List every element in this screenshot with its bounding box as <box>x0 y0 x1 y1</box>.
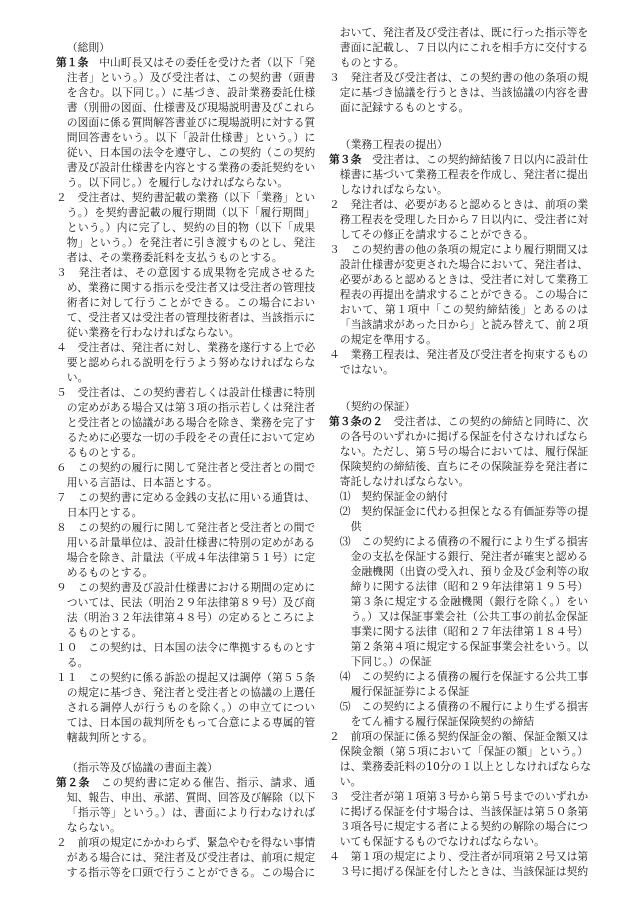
continued-clause <box>329 25 588 70</box>
text-line <box>329 242 588 257</box>
clause <box>56 640 315 670</box>
text-line <box>56 220 315 235</box>
text-line <box>56 850 315 865</box>
line-text: う。）又は保証事業会社（公共工事の前払金保証 <box>350 610 589 623</box>
line-text: 受注者は、この契約締結後７日以内に設計仕 <box>361 153 589 166</box>
text-line <box>56 475 315 490</box>
text-line <box>56 55 315 70</box>
text-line <box>329 227 588 242</box>
line-text: 設計仕様書が変更された場合において、発注者は、 <box>339 258 589 271</box>
line-text: ⑷ この契約による債務の履行を保証する公共工事 <box>339 670 589 683</box>
text-line <box>56 655 315 670</box>
text-line <box>56 355 315 370</box>
text-line <box>56 205 315 220</box>
line-text: 従い業務を行わなければならない。 <box>66 326 240 339</box>
text-line <box>329 819 588 834</box>
text-line <box>56 235 315 250</box>
line-text: しなければならない。 <box>339 183 448 196</box>
text-line <box>56 70 315 85</box>
article-caption <box>329 137 588 152</box>
text-line <box>329 167 588 182</box>
line-text: （指示等及び協議の書面主義） <box>66 761 218 774</box>
line-text: て、受注者又は受注者の管理技術者は、当該指示に <box>66 311 316 324</box>
article-caption <box>56 40 315 55</box>
text-line <box>329 579 588 594</box>
line-text: ４ 受注者は、発注者に対し、業務を遂行する上で必 <box>56 341 316 354</box>
text-line <box>329 55 588 70</box>
text-line <box>329 834 588 849</box>
text-line <box>56 430 315 445</box>
line-text: 用いる言語は、日本語とする。 <box>66 476 218 489</box>
line-text: おいて、第１項中「この契約締結後」とあるのは <box>339 303 589 316</box>
text-line <box>329 85 588 100</box>
text-line <box>329 474 588 489</box>
line-text: ては、日本国の裁判所をもって合意による専属的管 <box>66 716 316 729</box>
text-line <box>56 790 315 805</box>
line-text: の各号のいずれかに掲げる保証を付さなければなら <box>339 430 589 443</box>
text-line <box>56 775 315 790</box>
text-line <box>56 175 315 190</box>
text-line <box>56 40 315 55</box>
text-line <box>56 145 315 160</box>
text-line <box>56 670 315 685</box>
line-text: るために必要な一切の手段をその責任において定め <box>66 431 316 444</box>
text-line <box>329 744 588 759</box>
text-line <box>56 325 315 340</box>
line-text: 金の支払を保証する銀行、発注者が確実と認める <box>350 550 589 563</box>
line-text: ４ 業務工程表は、発注者及び受注者を拘束するもの <box>329 348 589 361</box>
text-line <box>329 347 588 362</box>
line-text: ６ この契約の履行に関して発注者と受注者との間で <box>56 461 316 474</box>
line-text: 金融機関（出資の受入れ、預り金及び金利等の取 <box>350 565 589 578</box>
line-text: 轄裁判所とする。 <box>66 731 154 744</box>
line-text: この契約書に定める催告、指示、請求、通 <box>89 776 316 789</box>
text-line <box>56 820 315 835</box>
article <box>329 152 588 197</box>
line-text: めるものとする。 <box>66 566 154 579</box>
text-line <box>329 714 588 729</box>
right-text-column <box>329 25 592 879</box>
text-line <box>56 100 315 115</box>
line-text: 履行保証証券による保証 <box>350 685 470 698</box>
text-line <box>56 625 315 640</box>
line-text: ３ 受注者が第１項第３号から第５号までのいずれか <box>329 790 589 803</box>
text-line <box>56 835 315 850</box>
text-line <box>329 549 588 564</box>
text-line <box>329 444 588 459</box>
text-line <box>56 490 315 505</box>
text-line <box>329 152 588 167</box>
text-line <box>56 265 315 280</box>
line-text: ４ 第１項の規定により、受注者が同項第２号又は第 <box>329 850 589 863</box>
article-number: 第３条の２ <box>329 415 383 428</box>
text-line <box>56 295 315 310</box>
text-line <box>329 317 588 332</box>
line-text: い。 <box>66 371 89 384</box>
text-line <box>56 505 315 520</box>
line-text: ３項各号に規定する者による契約の解除の場合につ <box>339 820 589 833</box>
text-line <box>56 640 315 655</box>
clause <box>56 190 315 265</box>
line-text: るものとする。 <box>66 446 143 459</box>
numbered-item <box>329 534 588 669</box>
text-line <box>56 535 315 550</box>
clause <box>329 197 588 242</box>
text-line <box>329 684 588 699</box>
line-text: 受注者は、この契約の締結と同時に、次 <box>383 415 589 428</box>
line-text: 保険金額（第５項において「保証の額」という。） <box>339 745 589 758</box>
text-line <box>329 459 588 474</box>
line-text: の定めがある場合又は第３項の指示若しくは発注者 <box>66 401 316 414</box>
text-line <box>329 654 588 669</box>
line-text: め、業務に関する指示を受注者又は受注者の管理技 <box>66 281 316 294</box>
numbered-item <box>329 504 588 534</box>
line-text: 法（明治３２年法律第４８号）の定めるところによ <box>66 611 316 624</box>
line-text: い。 <box>339 775 362 788</box>
clause <box>329 70 588 115</box>
line-text: は、業務委託料の10分の１以上としなければならな <box>339 760 592 773</box>
clause <box>329 242 588 347</box>
line-text: う。以下同じ。）を履行しなければならない。 <box>66 176 289 189</box>
clause <box>56 580 315 640</box>
line-text: う。）を契約書記載の履行期間（以下「履行期間」 <box>66 206 316 219</box>
line-text: （総則） <box>66 41 110 54</box>
text-line <box>56 520 315 535</box>
line-text: 場合を除き、計量法（平成４年法律第５１号）に定 <box>66 551 316 564</box>
line-text: と受注者との協議がある場合を除き、業務を完了す <box>66 416 316 429</box>
line-text: される調停人が行うものを除く。）の申立てについ <box>66 701 316 714</box>
article-number: 第１条 <box>56 56 89 69</box>
line-text: 要と認められる説明を行うよう努めなければならな <box>66 356 316 369</box>
text-line <box>329 25 588 40</box>
text-line <box>56 865 315 880</box>
text-line <box>329 849 588 864</box>
line-text: るものとする。 <box>66 626 143 639</box>
text-line <box>329 429 588 444</box>
line-text: 事業に関する法律（昭和２７年法律第１８４号） <box>350 625 589 638</box>
line-text: を含む。以下同じ。）に基づき、設計業務委託仕様 <box>66 86 316 99</box>
text-line <box>56 760 315 775</box>
line-text: １１ この契約に係る訴訟の提起又は調停（第５５条 <box>56 671 316 684</box>
line-text: ９ この契約書及び設計仕様書における期間の定めに <box>56 581 316 594</box>
text-line <box>56 280 315 295</box>
line-text: に掲げる保証を付す場合は、当該保証は第５０条第 <box>339 805 589 818</box>
line-text: 「当該請求があった日から」と読み替えて、前２項 <box>339 318 589 331</box>
text-line <box>329 759 592 774</box>
line-text: という。）内に完了し、契約の目的物（以下「成果 <box>66 221 316 234</box>
line-text: の規定に基づき、発注者と受注者との協議の上選任 <box>66 686 316 699</box>
text-line <box>329 699 588 714</box>
line-text: ２ 受注者は、契約書記載の業務（以下「業務」とい <box>56 191 316 204</box>
line-text: 術者に対して行うことができる。この場合におい <box>66 296 316 309</box>
line-text: いても保証するものでなければならない。 <box>339 835 545 848</box>
text-line <box>329 624 588 639</box>
line-text: ８ この契約の履行に関して発注者と受注者との間で <box>56 521 316 534</box>
line-text: ⑵ 契約保証金に代わる担保となる有価証券等の提 <box>339 505 589 518</box>
line-text: １０ この契約は、日本国の法令に準拠するものとす <box>56 641 316 654</box>
line-text: してその修正を請求することができる。 <box>339 228 535 241</box>
numbered-item <box>329 699 588 729</box>
line-text: 中山町長又はその委任を受けた者（以下「発 <box>88 56 316 69</box>
article <box>329 414 588 489</box>
clause <box>329 347 588 377</box>
line-text: 物」という。）を発注者に引き渡すものとし、発注 <box>66 236 316 249</box>
line-text: 締りに関する法律（昭和２９年法律第１９５号） <box>350 580 589 593</box>
line-text: 保険契約の締結後、直ちにその保険証券を発注者に <box>339 460 589 473</box>
text-line <box>56 415 315 430</box>
line-text: ⑶ この契約による債務の不履行により生ずる損害 <box>339 535 589 548</box>
line-text: 第２条第４項に規定する保証事業会社をいう。以 <box>350 640 589 653</box>
line-text: （契約の保証） <box>339 400 416 413</box>
line-text: 「指示等」という。）は、書面により行わなければ <box>66 806 316 819</box>
line-text: ならない。 <box>66 821 121 834</box>
line-text: 定に基づき協議を行うときは、当該協議の内容を書 <box>339 86 589 99</box>
line-text: 書（別冊の図面、仕様書及び現場説明書及びこれら <box>66 101 316 114</box>
line-text: 用いる計量単位は、設計仕様書に特別の定めがある <box>66 536 316 549</box>
text-line <box>56 565 315 580</box>
text-line <box>56 715 315 730</box>
line-text: ついては、民法（明治２９年法律第８９号）及び商 <box>66 596 316 609</box>
line-text: ２ 前項の規定にかかわらず、緊急やむを得ない事情 <box>56 836 316 849</box>
text-line <box>56 400 315 415</box>
line-text: 必要があると認めるときは、受注者に対して業務工 <box>339 273 589 286</box>
numbered-item <box>329 669 588 699</box>
text-line <box>329 70 588 85</box>
line-text: ものとする。 <box>339 56 405 69</box>
line-text: ５ 受注者は、この契約書若しくは設計仕様書に特別 <box>56 386 316 399</box>
text-line <box>329 729 588 744</box>
line-text: 面に記録するものとする。 <box>339 101 470 114</box>
line-text: ７ この契約書に定める金銭の支払に用いる通貨は、 <box>56 491 316 504</box>
text-line <box>329 639 588 654</box>
text-line <box>329 519 588 534</box>
text-line <box>56 580 315 595</box>
text-line <box>329 414 588 429</box>
line-text: 者は、その業務委託料を支払うものとする。 <box>66 251 283 264</box>
line-text: ⑸ この契約による債務の不履行により生ずる損害 <box>339 700 589 713</box>
line-text: 寄託しなければならない。 <box>339 475 470 488</box>
text-line <box>329 362 588 377</box>
text-line <box>56 385 315 400</box>
text-line <box>329 399 588 414</box>
clause <box>56 340 315 385</box>
text-line <box>329 332 588 347</box>
line-text: 注者」という。）及び受注者は、この契約書（頭書 <box>66 71 316 84</box>
text-line <box>329 774 588 789</box>
text-line <box>56 445 315 460</box>
text-line <box>56 115 315 130</box>
article <box>56 55 315 190</box>
clause <box>56 385 315 460</box>
article-caption <box>56 760 315 775</box>
line-text: ⑴ 契約保証金の納付 <box>339 490 448 503</box>
text-line <box>329 804 588 819</box>
line-text: する指示等を口頭で行うことができる。この場合に <box>66 866 316 879</box>
clause <box>329 729 592 789</box>
line-text: がある場合には、発注者及び受注者は、前項に規定 <box>66 851 316 864</box>
text-line <box>329 594 588 609</box>
text-line <box>329 564 588 579</box>
text-line <box>329 489 588 504</box>
text-line <box>329 40 588 55</box>
line-text: る。 <box>66 656 89 669</box>
line-text: 第３条に規定する金融機関（銀行を除く。）をい <box>350 595 589 608</box>
text-line <box>56 310 315 325</box>
text-line <box>329 504 588 519</box>
line-text: ではない。 <box>339 363 394 376</box>
line-text: ２ 前項の保証に係る契約保証金の額、保証金額又は <box>329 730 589 743</box>
article-number: 第３条 <box>329 153 362 166</box>
line-text: の図面に係る質問解答書並びに現場説明に対する質 <box>66 116 316 129</box>
text-line <box>329 287 588 302</box>
text-line <box>329 257 588 272</box>
article-number: 第２条 <box>56 776 90 789</box>
line-text: 書面に記載し、７日以内にこれを相手方に交付する <box>339 41 589 54</box>
text-line <box>56 130 315 145</box>
text-line <box>56 610 315 625</box>
text-line <box>56 460 315 475</box>
line-text: 問回答書をいう。以下「設計仕様書」という。）に <box>66 131 316 144</box>
text-line <box>56 685 315 700</box>
text-line <box>329 789 588 804</box>
text-line <box>56 700 315 715</box>
text-line <box>329 100 588 115</box>
line-text: 従い、日本国の法令を遵守し、この契約（この契約 <box>66 146 316 159</box>
clause <box>329 849 588 879</box>
line-text: 務工程表を受理した日から７日以内に、受注者に対 <box>339 213 589 226</box>
line-text: ３ この契約書の他の条項の規定により履行期間又は <box>329 243 589 256</box>
clause <box>56 670 315 745</box>
line-text: ２ 発注者は、必要があると認めるときは、前項の業 <box>329 198 589 211</box>
clause <box>56 835 315 880</box>
text-line <box>56 595 315 610</box>
line-text: の規定を準用する。 <box>339 333 437 346</box>
text-line <box>329 609 588 624</box>
text-line <box>329 182 588 197</box>
article <box>56 775 315 835</box>
text-line <box>56 85 315 100</box>
text-line <box>56 550 315 565</box>
text-line <box>329 534 588 549</box>
left-text-column <box>56 40 315 880</box>
clause <box>56 520 315 580</box>
clause <box>56 460 315 490</box>
text-line <box>329 212 588 227</box>
text-line <box>56 370 315 385</box>
line-text: 書及び設計仕様書を内容とする業務の委託契約をい <box>66 161 316 174</box>
line-text: おいて、発注者及び受注者は、既に行った指示等を <box>339 26 589 39</box>
line-text: （業務工程表の提出） <box>339 138 448 151</box>
text-line <box>56 340 315 355</box>
line-text: 程表の再提出を請求することができる。この場合に <box>339 288 589 301</box>
text-line <box>56 250 315 265</box>
text-line <box>329 272 588 287</box>
clause <box>329 789 588 849</box>
line-text: ３ 発注者は、その意図する成果物を完成させるた <box>56 266 316 279</box>
line-text: をてん補する履行保証保険契約の締結 <box>350 715 535 728</box>
text-line <box>329 669 588 684</box>
text-line <box>56 190 315 205</box>
line-text: 日本円とする。 <box>66 506 143 519</box>
text-line <box>329 137 588 152</box>
numbered-item <box>329 489 588 504</box>
line-text: 様書に基づいて業務工程表を作成し、発注者に提出 <box>339 168 589 181</box>
text-line <box>329 864 588 879</box>
line-text: 供 <box>350 520 362 533</box>
line-text: ３ 発注者及び受注者は、この契約書の他の条項の規 <box>329 71 589 84</box>
clause <box>56 490 315 520</box>
line-text: ない。ただし、第５号の場合においては、履行保証 <box>339 445 589 458</box>
line-text: 知、報告、申出、承諾、質問、回答及び解除（以下 <box>66 791 316 804</box>
text-line <box>56 805 315 820</box>
text-line <box>329 197 588 212</box>
text-line <box>56 730 315 745</box>
text-line <box>56 160 315 175</box>
line-text: ３号に掲げる保証を付したときは、当該保証は契約 <box>339 865 589 878</box>
article-caption <box>329 399 588 414</box>
line-text: 下同じ。）の保証 <box>350 655 432 668</box>
clause <box>56 265 315 340</box>
text-line <box>329 302 588 317</box>
